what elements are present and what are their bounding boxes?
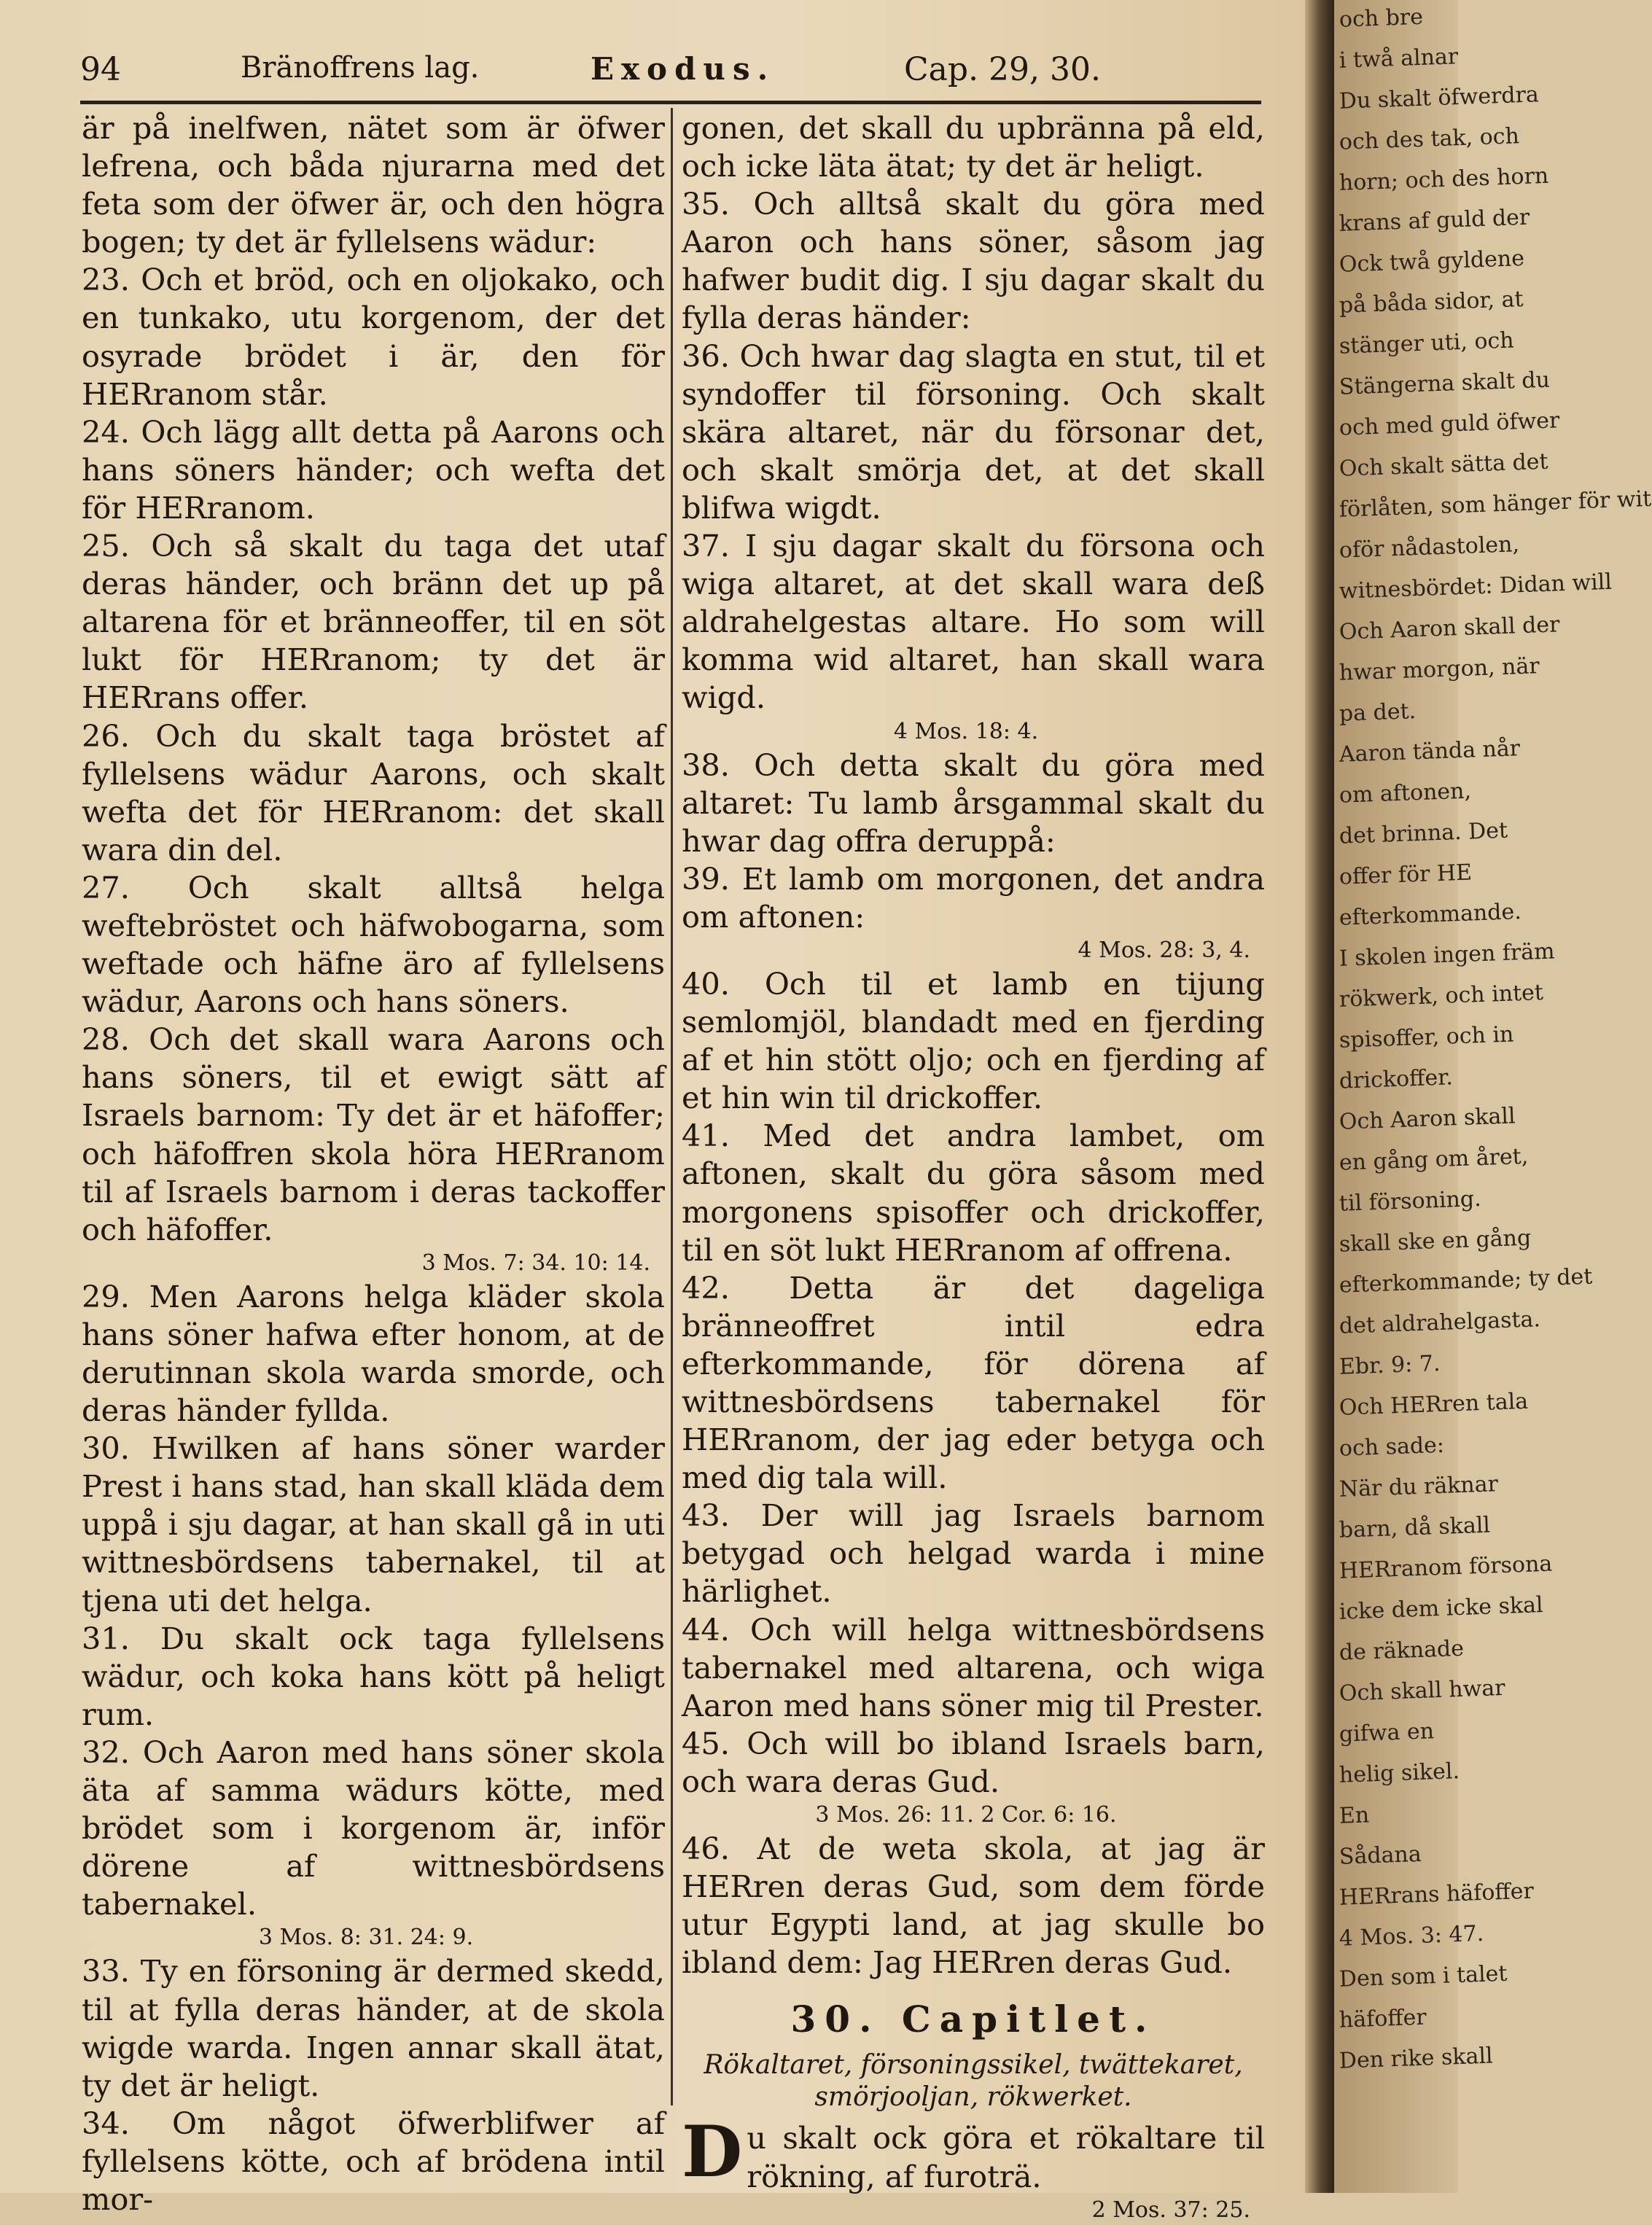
left-verse-paragraph: 28. Och det skall wara Aarons och hans söners, til et ewigt sätt af Israels barnom: Ty det är et häfoffer; och häfoffren skola höra HERranom til af Israels barnom i deras tackoffer och häfoffer. [82,1021,665,1247]
facing-page-fragment: spisoffer, och in [1339,1021,1514,1053]
header-rule [80,101,1261,104]
left-verse-paragraph: 25. Och så skalt du taga det utaf deras händer, och bränn det up på altarena för et bränneoffer, til en söt lukt för HERranom; ty det är HERrans offer. [82,528,665,716]
facing-page-fragment: Ebr. 9: 7. [1339,1350,1441,1380]
facing-page-fragment: stänger uti, och [1339,327,1515,359]
right-verse-paragraph: 40. Och til et lamb en tijung semlomjöl, blandadt med en fjerding af et hin stött oljo; och en fjerding af et hin win til drickoffer. [682,965,1265,1116]
right-verse-paragraph: gonen, det skall du upbränna på eld, och icke läta ätat; ty det är heligt. [682,110,1265,184]
facing-page-fragment: skall ske en gång [1339,1225,1532,1258]
facing-page-fragment: och des tak, och [1339,123,1520,155]
facing-page-fragment: hwar morgon, när [1339,653,1540,686]
right-verse-paragraph: 43. Der will jag Israels barnom betygad och helgad warda i mine härlighet. [682,1497,1265,1610]
facing-page-fragment: krans af guld der [1339,204,1530,237]
left-cross-reference: 3 Mos. 7: 34. 10: 14. [421,1250,650,1276]
left-verse-paragraph: 29. Men Aarons helga kläder skola hans söner hafwa efter honom, at de derutinnan skola warda smorde, och deras händer fyllda. [82,1278,665,1429]
right-cross-reference: 4 Mos. 28: 3, 4. [1078,937,1250,963]
facing-page-fragment: Du skalt öfwerdra [1339,82,1540,114]
left-verse-paragraph: är på inelfwen, nätet som är öfwer lefrena, och båda njurarna med det feta som der öfwer är, och den högra bogen; ty det är fyllelsens wädur: [82,110,665,260]
right-column [682,109,1265,2225]
facing-page-fragment: Sådana [1339,1841,1422,1870]
facing-page-fragment: helig sikel. [1339,1758,1460,1788]
left-column [82,109,665,2218]
left-verse-paragraph: 31. Du skalt ock taga fyllelsens wädur, och koka hans kött på heligt rum. [82,1620,665,1732]
book-gutter [1305,0,1334,2193]
right-verse-paragraph: 45. Och will bo ibland Israels barn, och wara deras Gud. [682,1725,1265,1799]
facing-page-fragment: Och skalt sätta det [1339,448,1549,482]
facing-page-fragment: om aftonen, [1339,778,1472,808]
facing-page-fragment: HERranom försona [1339,1551,1553,1584]
left-verse-paragraph: 32. Och Aaron med hans söner skola äta af samma wädurs kötte, med brödet som i korgenom är, inför dörene af wittnesbördsens tabernakel. [82,1734,665,1922]
facing-page-fragment: rökwerk, och intet [1339,980,1544,1013]
right-verse-paragraph: 38. Och detta skalt du göra med altaret: Tu lamb årsgammal skalt du hwar dag offra deruppå: [682,747,1265,859]
facing-page-fragment: icke dem icke skal [1339,1592,1544,1625]
left-verse-paragraph: 33. Ty en försoning är dermed skedd, til at fylla deras händer, at de skola wigde warda. Ingen annar skall ätat, ty det är heligt. [82,1953,665,2103]
facing-page-fragment: HERrans häfoffer [1339,1878,1535,1911]
facing-page-fragment: det aldrahelgasta. [1339,1306,1541,1339]
facing-page-fragment: Och Aaron skall der [1339,612,1560,645]
right-verse-paragraph: 35. Och alltså skalt du göra med Aaron och hans söner, såsom jag hafwer budit dig. I sju dagar skalt du fylla deras händer: [682,186,1265,336]
left-verse-paragraph: 27. Och skalt alltså helga weftebröstet och häfwobogarna, som weftade och häfne äro af fyllelsens wädur, Aarons och hans söners. [82,869,665,1020]
facing-page-fragment: oför nådastolen, [1339,531,1520,564]
right-verse-paragraph: 46. At de weta skola, at jag är HERren deras Gud, som dem förde utur Egypti land, at jag skulle bo ibland dem: Jag HERren deras Gud. [682,1831,1265,1981]
right-cross-reference: 3 Mos. 26: 11. 2 Cor. 6: 16. [815,1802,1117,1828]
chapter-reference: Cap. 29, 30. [904,51,1101,88]
facing-page-fragment: efterkommande. [1339,899,1522,931]
facing-page-fragment: Den som i talet [1339,1960,1508,1992]
facing-page-fragment: och sade: [1339,1432,1445,1462]
right-column-verses [682,109,1265,1982]
chapter-opening [682,2111,1265,2195]
facing-page-fragment: til försoning. [1339,1185,1482,1217]
chapter-opening-text: u skalt ock göra et rökaltare til rökning, af furoträ. [747,2120,1265,2194]
left-cross-reference: 3 Mos. 8: 31. 24: 9. [258,1925,474,1951]
facing-page-fragment: Den rike skall [1339,2043,1494,2074]
facing-page-fragment: drickoffer. [1339,1064,1454,1094]
facing-page-fragment: och med guld öfwer [1339,408,1560,441]
facing-page-fragment: en gång om året, [1339,1143,1529,1176]
facing-page-fragment: 4 Mos. 3: 47. [1339,1920,1484,1952]
column-divider [671,108,673,2105]
right-verse-paragraph: 36. Och hwar dag slagta en stut, til et syndoffer til försoning. Och skalt skära altaret, när du försonar det, och skalt smörja det, at det skall blifwa wigdt. [682,338,1265,526]
facing-page-fragment: Och skall hwar [1339,1675,1506,1707]
facing-page-fragment: En [1339,1802,1370,1829]
facing-page-fragment: witnesbördet: Didan will [1339,569,1613,604]
chapter-title: 30. Capitlet. [790,1998,1156,2041]
running-head: Bränoffrens lag. [241,51,480,85]
facing-page-fragment: offer för HE [1339,860,1473,890]
facing-page-fragment: Stängerna skalt du [1339,367,1551,400]
right-verse-paragraph: 41. Med det andra lambet, om aftonen, skalt du göra såsom med morgonens spisoffer och drickoffer, til en söt lukt HERranom af offrena. [682,1118,1265,1268]
facing-page-fragment: Ock twå gyldene [1339,245,1525,278]
facing-page-edge [1334,0,1652,2193]
right-verse-paragraph: 42. Detta är det dageliga bränneoffret intil edra efterkommande, för dörena af wittnesbördsens tabernakel för HERranom, der jag eder betyga och med dig tala will. [682,1269,1265,1496]
right-cross-reference: 4 Mos. 18: 4. [893,718,1039,744]
facing-page-fragment: Aaron tända når [1339,736,1521,768]
drop-cap-initial: D [682,2111,743,2194]
facing-page-fragment: pa det. [1339,698,1417,727]
right-verse-paragraph: 44. Och will helga wittnesbördsens tabernakel med altarena, och wiga Aaron med hans söner mig til Prester. [682,1611,1265,1723]
right-verse-paragraph: 39. Et lamb om morgonen, det andra om aftonen: [682,860,1265,935]
facing-page-fragment: häfoffer [1339,2004,1427,2033]
left-verse-paragraph: 23. Och et bröd, och en oljokako, och en tunkako, utu korgenom, der det osyrade brödet i är, den för HERranom står. [82,262,665,412]
facing-page-fragment: horn; och des horn [1339,163,1549,196]
chapter-summary: Rökaltaret, försoningssikel, twättekaret, smörjooljan, rökwerket. [704,2050,1243,2113]
left-verse-paragraph: 34. Om något öfwerblifwer af fyllelsens kötte, och af brödena intil mor- [82,2105,665,2217]
facing-page-fragment: När du räknar [1339,1471,1499,1503]
facing-page-fragment: det brinna. Det [1339,817,1508,849]
facing-page-fragment: Och HERren tala [1339,1388,1529,1421]
right-verse-paragraph: 37. I sju dagar skalt du försona och wiga altaret, at det skall wara deß aldrahelgestas altare. Ho som will komma wid altaret, han skall wara wigd. [682,528,1265,716]
left-verse-paragraph: 30. Hwilken af hans söner warder Prest i hans stad, han skall kläda dem uppå i sju dagar, at han skall gå in uti wittnesbördsens tabernakel, til at tjena uti det helga. [82,1430,665,1618]
facing-page-fragment: barn, då skall [1339,1512,1491,1543]
facing-page-fragment: I skolen ingen främ [1339,938,1556,972]
facing-page-fragment: och bre [1339,4,1424,33]
facing-page-fragment: i twå alnar [1339,44,1459,74]
facing-page-fragment: de räknade [1339,1635,1465,1666]
left-verse-paragraph: 26. Och du skalt taga bröstet af fyllelsens wädur Aarons, och skalt wefta det för HERranom: det skall wara din del. [82,717,665,868]
facing-page-fragment: efterkommande; ty det [1339,1263,1593,1298]
facing-page-fragment: gifwa en [1339,1718,1435,1747]
facing-page-fragment: förlåten, som hänger för wit [1339,486,1652,523]
left-verse-paragraph: 24. Och lägg allt detta på Aarons och hans söners händer; och wefta det för HERranom. [82,413,665,526]
page-header [80,45,1269,96]
facing-page-fragment: på båda sidor, at [1339,286,1524,319]
page-number: 94 [80,51,121,88]
facing-page-fragment: Och Aaron skall [1339,1103,1516,1135]
book-title: Exodus. [591,51,776,87]
chapter-opening-reference: 2 Mos. 37: 25. [1091,2197,1250,2223]
